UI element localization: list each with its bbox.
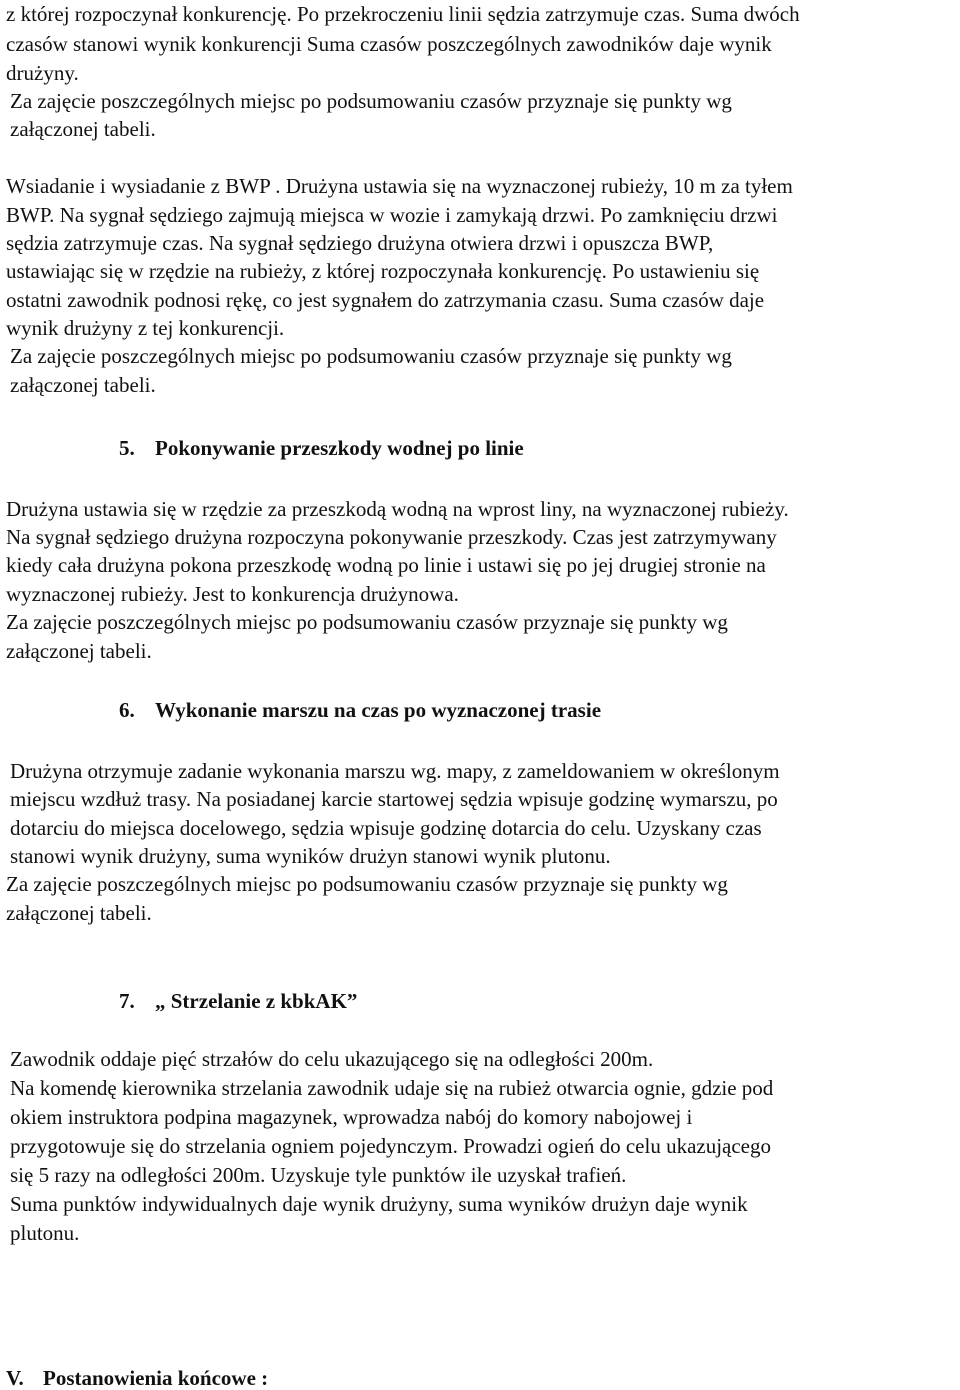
section-7-heading: „ Strzelanie z kbkAK”: [155, 989, 358, 1013]
section-6-line-2: miejscu wzdłuż trasy. Na posiadanej karcie startowej sędzia wpisuje godzinę wymarszu, po: [10, 787, 778, 811]
section-5-line-4: wyznaczonej rubieży. Jest to konkurencja drużynowa.: [6, 582, 459, 606]
section-6-line-6: załączonej tabeli.: [6, 901, 152, 925]
section-7-line-4: przygotowuje się do strzelania ogniem pojedynczym. Prowadzi ogień do celu ukazującego: [10, 1134, 772, 1158]
section-5-line-1: Drużyna ustawia się w rzędzie za przeszkodą wodną na wprost liny, na wyznaczonej rubieży.: [6, 497, 789, 521]
section-5-line-2: Na sygnał sędziego drużyna rozpoczyna pokonywanie przeszkody. Czas jest zatrzymywany: [6, 525, 777, 549]
section-v-number: V.: [6, 1366, 24, 1390]
section-5-heading: Pokonywanie przeszkody wodnej po linie: [155, 436, 524, 460]
section-7-line-6: Suma punktów indywidualnych daje wynik drużyny, suma wyników drużyn daje wynik: [10, 1192, 748, 1216]
section-6-line-1: Drużyna otrzymuje zadanie wykonania marszu wg. mapy, z zameldowaniem w określonym: [10, 759, 780, 783]
section-5-line-5: Za zajęcie poszczególnych miejsc po podsumowaniu czasów przyznaje się punkty wg: [6, 610, 728, 634]
intro-line-1: z której rozpoczynał konkurencję. Po przekroczeniu linii sędzia zatrzymuje czas. Suma dwóch: [6, 2, 800, 26]
section-6-number: 6.: [119, 698, 135, 722]
section-5-line-6: załączonej tabeli.: [6, 639, 152, 663]
intro-line-4: Za zajęcie poszczególnych miejsc po podsumowaniu czasów przyznaje się punkty wg: [10, 89, 732, 113]
section-6-line-5: Za zajęcie poszczególnych miejsc po podsumowaniu czasów przyznaje się punkty wg: [6, 872, 728, 896]
section-6-line-3: dotarciu do miejsca docelowego, sędzia wpisuje godzinę dotarcia do celu. Uzyskany czas: [10, 816, 762, 840]
section-5-line-3: kiedy cała drużyna pokona przeszkodę wodną po linie i ustawi się po jej drugiej stronie na: [6, 553, 766, 577]
bwp-line-6: wynik drużyny z tej konkurencji.: [6, 316, 285, 340]
bwp-line-3: sędzia zatrzymuje czas. Na sygnał sędziego drużyna otwiera drzwi i opuszcza BWP,: [6, 231, 714, 255]
section-7-line-2: Na komendę kierownika strzelania zawodnik udaje się na rubież otwarcia ognie, gdzie pod: [10, 1076, 774, 1100]
section-5-number: 5.: [119, 436, 135, 460]
section-v-heading: Postanowienia końcowe :: [43, 1366, 269, 1390]
section-7-line-3: okiem instruktora podpina magazynek, wprowadza nabój do komory nabojowej i: [10, 1105, 693, 1129]
section-6-heading: Wykonanie marszu na czas po wyznaczonej trasie: [155, 698, 602, 722]
section-7-line-7: plutonu.: [10, 1221, 80, 1245]
bwp-line-8: załączonej tabeli.: [10, 373, 156, 397]
section-7-line-1: Zawodnik oddaje pięć strzałów do celu ukazującego się na odległości 200m.: [10, 1047, 654, 1071]
bwp-line-4: ustawiając się w rzędzie na rubieży, z której rozpoczynała konkurencję. Po ustawieniu się: [6, 259, 760, 283]
intro-line-2: czasów stanowi wynik konkurencji Suma czasów poszczególnych zawodników daje wynik: [6, 32, 772, 56]
bwp-line-2: BWP. Na sygnał sędziego zajmują miejsca w wozie i zamykają drzwi. Po zamknięciu drzwi: [6, 203, 778, 227]
bwp-line-7: Za zajęcie poszczególnych miejsc po podsumowaniu czasów przyznaje się punkty wg: [10, 344, 732, 368]
intro-line-3: drużyny.: [6, 61, 79, 85]
intro-line-5: załączonej tabeli.: [10, 117, 156, 141]
section-6-line-4: stanowi wynik drużyny, suma wyników drużyn stanowi wynik plutonu.: [10, 844, 611, 868]
section-7-number: 7.: [119, 989, 135, 1013]
bwp-line-5: ostatni zawodnik podnosi rękę, co jest sygnałem do zatrzymania czasu. Suma czasów daje: [6, 288, 765, 312]
bwp-line-1: Wsiadanie i wysiadanie z BWP . Drużyna ustawia się na wyznaczonej rubieży, 10 m za tyłem: [6, 174, 793, 198]
section-7-line-5: się 5 razy na odległości 200m. Uzyskuje tyle punktów ile uzyskał trafień.: [10, 1163, 627, 1187]
